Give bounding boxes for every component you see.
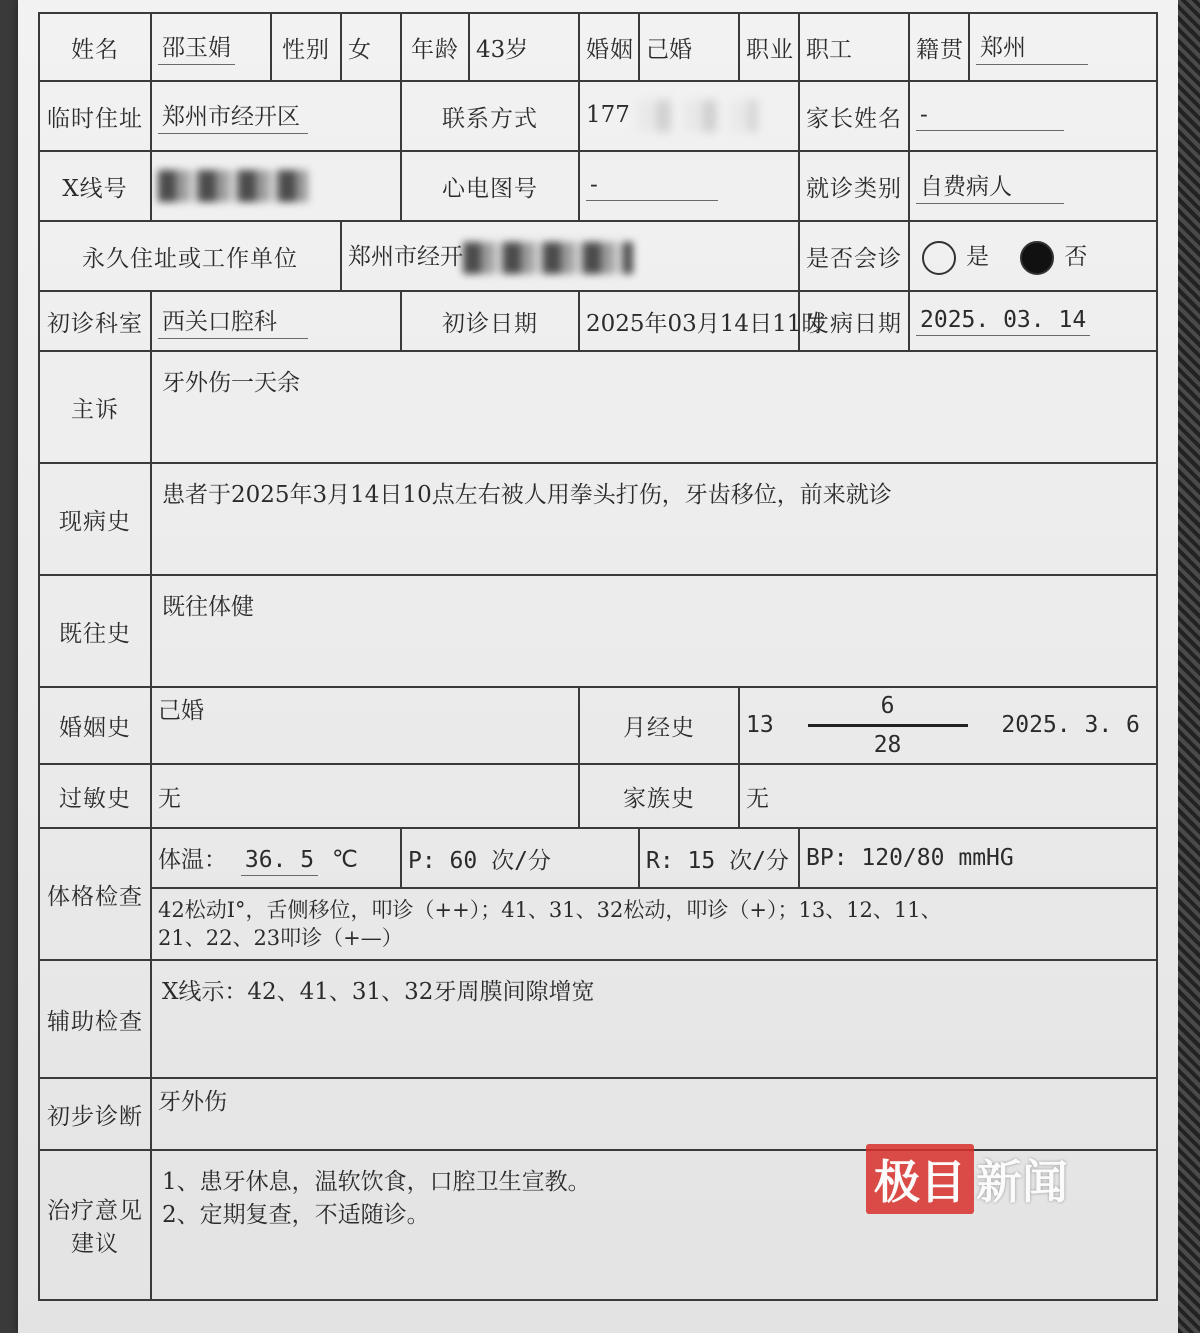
consult-yes-radio[interactable]: [922, 241, 956, 275]
news-watermark-logo: 极目 新闻: [866, 1148, 1068, 1210]
dept-value: 西关口腔科: [151, 291, 401, 351]
temp-field: 体温： 36. 5 ℃: [151, 828, 401, 888]
consult-yes-label: 是: [966, 243, 989, 270]
resp-field: R: 15 次/分: [639, 828, 799, 888]
present-illness-label: 现病史: [39, 463, 151, 575]
complaint-label: 主诉: [39, 351, 151, 463]
parent-label: 家长姓名: [799, 81, 909, 151]
marital-history-label: 婚姻史: [39, 687, 151, 764]
past-history-label: 既往史: [39, 575, 151, 687]
dept-label: 初诊科室: [39, 291, 151, 351]
marital-history-value: 己婚: [151, 687, 579, 764]
ecg-label: 心电图号: [401, 151, 579, 221]
past-history-value: 既往体健: [151, 575, 1157, 687]
onset-label: 发病日期: [799, 291, 909, 351]
name-label: 姓名: [39, 13, 151, 81]
age-value: 43岁: [469, 13, 579, 81]
marriage-label: 婚姻: [579, 13, 639, 81]
bp-field: BP: 120/80 mmHG: [799, 828, 1157, 888]
marriage-value: 己婚: [639, 13, 739, 81]
consult-no-radio[interactable]: [1020, 241, 1054, 275]
diagnosis-label: 初步诊断: [39, 1078, 151, 1150]
allergy-label: 过敏史: [39, 764, 151, 828]
gender-value: 女: [341, 13, 401, 81]
xray-label: X线号: [39, 151, 151, 221]
gender-label: 性别: [271, 13, 341, 81]
background-edge: [1178, 0, 1200, 1333]
age-label: 年龄: [401, 13, 469, 81]
origin-value: 郑州: [969, 13, 1157, 81]
origin-label: 籍贯: [909, 13, 969, 81]
temp-address-label: 临时住址: [39, 81, 151, 151]
diagnosis-value: 牙外伤: [151, 1078, 1157, 1150]
job-label: 职业: [739, 13, 799, 81]
exam-findings: 42松动I°，舌侧移位，叩诊（++）；41、31、32松动，叩诊（+）；13、12、11、 21、22、23叩诊（+—）: [151, 888, 1157, 960]
consult-options: [909, 221, 1157, 291]
family-history-label: 家族史: [579, 764, 739, 828]
contact-value: 177: [579, 81, 799, 151]
job-value: 职工: [799, 13, 909, 81]
pulse-field: P: 60 次/分: [401, 828, 639, 888]
medical-record-paper: [18, 0, 1178, 1333]
allergy-value: 无: [151, 764, 579, 828]
ecg-value: -: [579, 151, 799, 221]
parent-value: -: [909, 81, 1157, 151]
onset-value: 2025. 03. 14: [909, 291, 1157, 351]
temp-address-value: 郑州市经开区: [151, 81, 401, 151]
aux-exam-value: X线示：42、41、31、32牙周膜间隙增宽: [151, 960, 1157, 1078]
first-date-label: 初诊日期: [401, 291, 579, 351]
treatment-label: 治疗意见 建议: [39, 1150, 151, 1300]
exam-label: 体格检查: [39, 828, 151, 960]
first-date-value: 2025年03月14日11时: [579, 291, 799, 351]
consult-no-label: 否: [1064, 243, 1088, 270]
perm-address-label: 永久住址或工作单位: [39, 221, 341, 291]
name-value: 邵玉娟: [151, 13, 271, 81]
present-illness-value: 患者于2025年3月14日10点左右被人用拳头打伤，牙齿移位，前来就诊: [151, 463, 1157, 575]
visit-type-label: 就诊类别: [799, 151, 909, 221]
medical-record-table: [38, 12, 1158, 1301]
contact-label: 联系方式: [401, 81, 579, 151]
menses-value: 13 $\frac{6}{28}$ 2025. 3. 6: [739, 687, 1157, 764]
visit-type-value: 自费病人: [909, 151, 1157, 221]
xray-value: [151, 151, 401, 221]
perm-address-value: 郑州市经开: [341, 221, 799, 291]
menses-label: 月经史: [579, 687, 739, 764]
treatment-value: 1、患牙休息，温软饮食，口腔卫生宣教。 2、定期复查，不适随诊。: [151, 1150, 1157, 1300]
complaint-value: 牙外伤一天余: [151, 351, 1157, 463]
consult-label: 是否会诊: [799, 221, 909, 291]
aux-exam-label: 辅助检查: [39, 960, 151, 1078]
family-history-value: 无: [739, 764, 1157, 828]
